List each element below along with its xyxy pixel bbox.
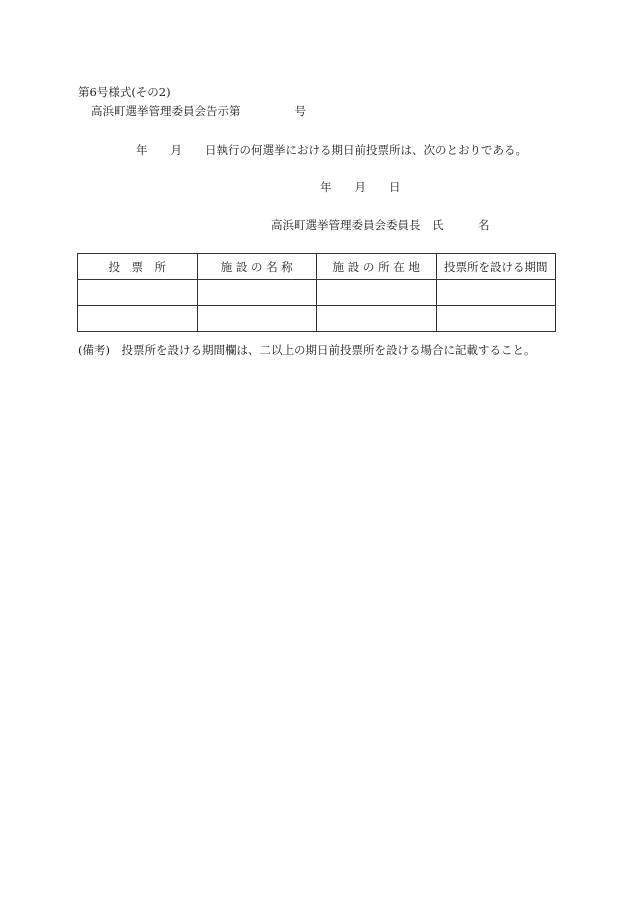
- table-cell: [436, 306, 556, 332]
- table-cell: [436, 280, 556, 306]
- table-row: [78, 280, 556, 306]
- table-cell: [317, 306, 437, 332]
- date-line: 年 月 日: [320, 180, 401, 194]
- header-facility-name: 施 設 の 名 称: [197, 254, 317, 280]
- notice-body-text: 年 月 日執行の何選挙における期日前投票所は、次のとおりである。: [136, 143, 527, 157]
- signature-line: 高浜町選挙管理委員会委員長 氏 名: [271, 218, 490, 232]
- table-cell: [78, 280, 198, 306]
- remarks-note: (備考) 投票所を設ける期間欄は、二以上の期日前投票所を設ける場合に記載すること。: [78, 343, 536, 357]
- header-facility-location: 施 設 の 所 在 地: [317, 254, 437, 280]
- table-cell: [317, 280, 437, 306]
- notice-suffix: 号: [294, 104, 306, 118]
- header-period: 投票所を設ける期間: [436, 254, 556, 280]
- polling-place-table: [77, 253, 556, 332]
- table-cell: [197, 280, 317, 306]
- header-polling-place: 投 票 所: [78, 254, 198, 280]
- table-row: [78, 306, 556, 332]
- form-number: 第6号様式(その2): [78, 85, 171, 99]
- notice-prefix: 高浜町選挙管理委員会告示第: [91, 104, 241, 118]
- notice-number-line: [91, 104, 306, 118]
- table-cell: [197, 306, 317, 332]
- table-cell: [78, 306, 198, 332]
- table-header-row: [78, 254, 556, 280]
